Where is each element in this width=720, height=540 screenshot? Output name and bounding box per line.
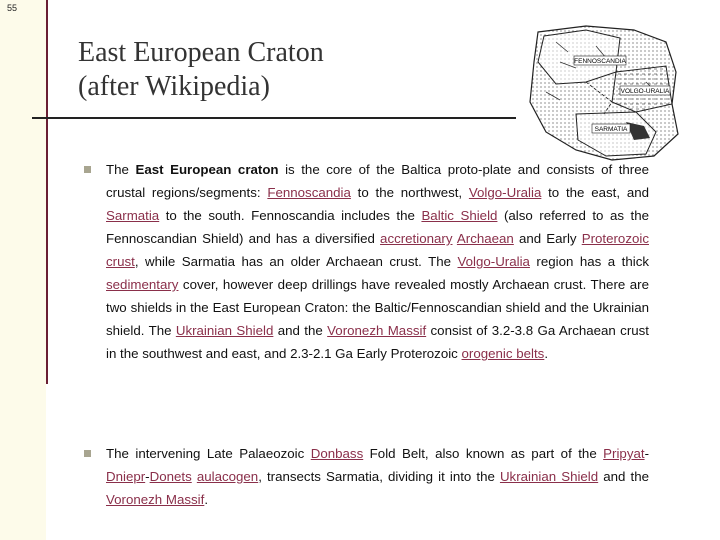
link-donets[interactable]: Donets	[149, 469, 192, 484]
text-run: The	[106, 162, 136, 177]
text-run: , transects Sarmatia, dividing it into the	[258, 469, 500, 484]
text-run: to the east, and	[541, 185, 650, 200]
text-run: region has a thick	[529, 254, 649, 269]
title-divider	[32, 117, 522, 119]
link-ukrainian-shield-2[interactable]: Ukrainian Shield	[499, 469, 599, 484]
bold-term: East European craton	[135, 162, 279, 177]
link-fennoscandia[interactable]: Fennoscandia	[267, 185, 351, 200]
link-voronezh-massif[interactable]: Voronezh Massif	[327, 323, 427, 338]
link-archaean[interactable]: Archaean	[456, 231, 514, 246]
slide-number: 55	[7, 3, 18, 13]
link-proterozoic[interactable]: Proterozoic	[581, 231, 649, 246]
text-run: cover, however deep drillings have revealed mostly Archaean crust. There are two shields in the East European Craton: the Baltic/Fennoscandian shield and the Ukrainian shield. The	[106, 277, 649, 338]
text-run: to the south. Fennoscandia includes the	[159, 208, 422, 223]
left-decorative-band-lower	[0, 384, 46, 540]
text-run: and Early	[513, 231, 582, 246]
text-run: The intervening Late Palaeozoic	[106, 446, 311, 461]
title-line-1: East European Craton	[78, 37, 324, 68]
paragraph-1	[106, 158, 649, 365]
map-label-fennoscandia: FENNOSCANDIA	[574, 58, 626, 65]
link-dniepr[interactable]: Dniepr	[106, 469, 146, 484]
link-sarmatia[interactable]: Sarmatia	[106, 208, 160, 223]
craton-map-drawing	[516, 22, 686, 164]
link-donbass[interactable]: Donbass	[310, 446, 364, 461]
map-label-volgo-uralia: VOLGO-URALIA	[620, 88, 670, 95]
bullet-2	[84, 450, 91, 457]
link-baltic-shield[interactable]: Baltic Shield	[421, 208, 498, 223]
link-accretionary[interactable]: accretionary	[380, 231, 453, 246]
link-crust[interactable]: crust	[106, 254, 135, 269]
link-voronezh-massif-2[interactable]: Voronezh Massif	[106, 492, 205, 507]
link-volgo-uralia-2[interactable]: Volgo-Uralia	[457, 254, 530, 269]
link-orogenic-belts[interactable]: orogenic belts	[461, 346, 545, 361]
text-run: (also referred to as the Fennoscandian Shield) and has a diversified	[106, 208, 650, 246]
text-run: , while Sarmatia has an older Archaean crust. The	[134, 254, 458, 269]
bullet-1	[84, 166, 91, 173]
link-sedimentary[interactable]: sedimentary	[106, 277, 179, 292]
text-run: and the	[273, 323, 328, 338]
link-aulacogen[interactable]: aulacogen	[196, 469, 259, 484]
text-run: is the core of the Baltica proto-plate and consists of three crustal regions/segments:	[106, 162, 650, 200]
text-run: to the northwest,	[350, 185, 469, 200]
text-run: and the	[598, 469, 649, 484]
text-run: .	[204, 492, 209, 507]
link-volgo-uralia[interactable]: Volgo-Uralia	[468, 185, 542, 200]
left-decorative-band	[0, 0, 48, 384]
map-label-sarmatia: SARMATIA	[594, 126, 628, 133]
text-run: Fold Belt, also known as part of the	[363, 446, 604, 461]
text-run: -	[145, 469, 150, 484]
craton-map-image	[516, 22, 686, 164]
paragraph-2	[106, 442, 649, 511]
text-run: .	[544, 346, 549, 361]
text-run: consist of 3.2-3.8 Ga Archaean crust in the southwest and east, and 2.3-2.1 Ga Early Proterozoic	[106, 323, 649, 361]
title-line-2: (after Wikipedia)	[78, 71, 270, 102]
text-run: -	[644, 446, 649, 461]
link-ukrainian-shield[interactable]: Ukrainian Shield	[175, 323, 274, 338]
slide-title	[78, 36, 508, 104]
link-pripyat[interactable]: Pripyat	[603, 446, 645, 461]
